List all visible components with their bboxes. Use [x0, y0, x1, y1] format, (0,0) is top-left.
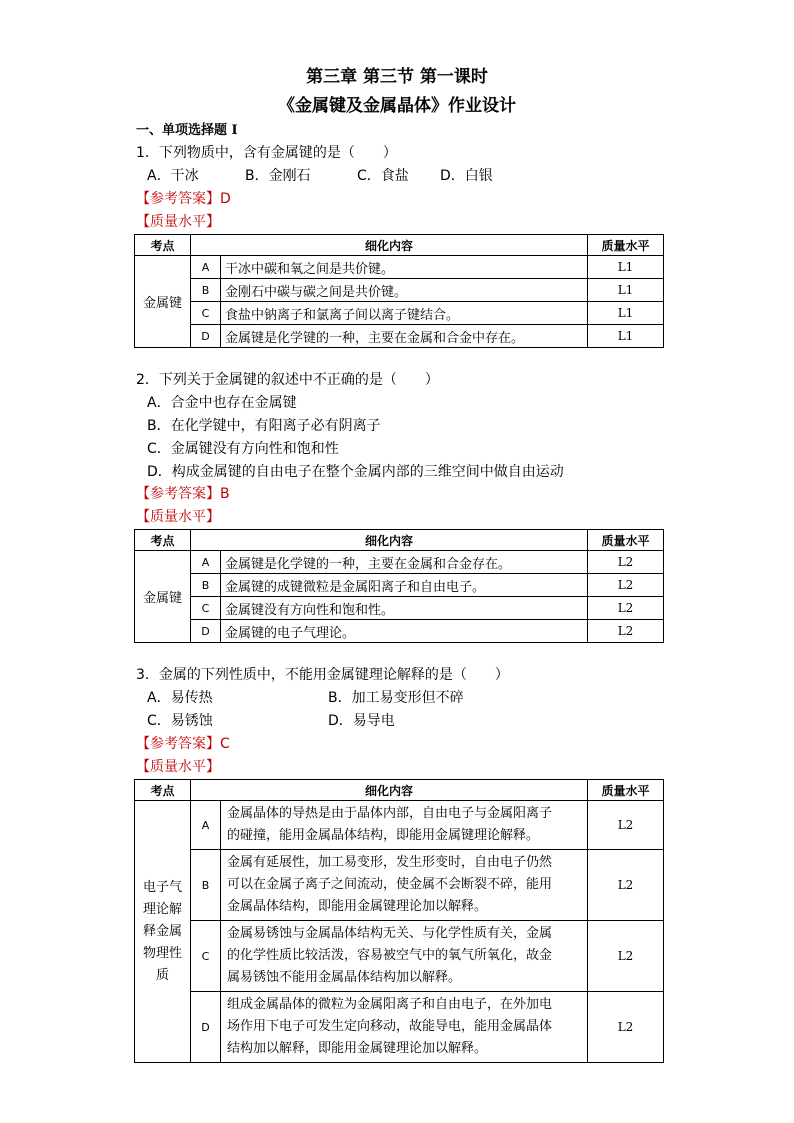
detail-line: 金属有延展性，加工易变形，发生形变时，自由电子仍然 — [227, 855, 553, 870]
table-header-detail: 细化内容 — [191, 235, 588, 256]
row-letter: B — [191, 279, 221, 302]
detail-line: 场作用下电子可发生定向移动，故能导电，能用金属晶体 — [227, 1019, 553, 1034]
row-letter: B — [191, 850, 221, 921]
question-1-answer — [136, 189, 231, 209]
topic-line: 电子气 — [142, 879, 182, 895]
detail-line: 可以在金属子离子之间流动，使金属不会断裂不碎，能用 — [227, 877, 553, 892]
topic-line: 理论解 — [142, 901, 182, 917]
detail-line: 组成金属晶体的微粒为金属阳离子和自由电子，在外加电 — [227, 997, 553, 1012]
topic-line: 质 — [155, 967, 169, 983]
question-2-option-b: B．在化学键中，有阳离子必有阴离子 — [147, 418, 381, 434]
answer-label: 【参考答案】 — [136, 486, 220, 502]
detail-line: 金属晶体结构，即能用金属键理论加以解释。 — [227, 899, 488, 914]
page-title-line2: 《金属键及金属晶体》作业设计 — [278, 96, 516, 116]
table-topic-cell: 金属键 — [135, 551, 191, 643]
row-level: L2 — [588, 620, 664, 643]
table-header-detail: 细化内容 — [191, 530, 588, 551]
table-header-level: 质量水平 — [588, 235, 664, 256]
question-3-table — [134, 779, 664, 1063]
row-letter: A — [191, 551, 221, 574]
section-heading: 一、单项选择题 I — [136, 123, 238, 138]
row-detail: 金属键的电子气理论。 — [221, 620, 588, 643]
row-detail: 金属键没有方向性和饱和性。 — [221, 597, 588, 620]
answer-label: 【参考答案】 — [136, 191, 220, 207]
topic-line: 释金属 — [142, 923, 182, 939]
question-2-answer — [136, 484, 230, 504]
question-1-stem: 1．下列物质中，含有金属键的是（ ） — [136, 145, 397, 161]
table-header-topic: 考点 — [135, 530, 191, 551]
row-detail: 金属键是化学键的一种，主要在金属和合金存在。 — [221, 551, 588, 574]
question-3-option-a: A．易传热 — [147, 690, 213, 706]
question-1-option-a: A．干冰 — [147, 168, 199, 184]
row-level: L2 — [588, 597, 664, 620]
row-level: L2 — [588, 801, 664, 850]
question-3-answer — [136, 734, 230, 754]
question-2-quality-label: 【质量水平】 — [136, 509, 220, 525]
row-detail — [221, 921, 588, 992]
question-1-option-d: D．白银 — [440, 168, 493, 184]
question-3-stem: 3．金属的下列性质中，不能用金属键理论解释的是（ ） — [136, 667, 509, 683]
row-level: L2 — [588, 850, 664, 921]
row-letter: D — [191, 620, 221, 643]
answer-value: C — [220, 736, 230, 752]
table-header-topic: 考点 — [135, 235, 191, 256]
detail-line: 结构加以解释，即能用金属键理论加以解释。 — [227, 1041, 488, 1056]
question-2-option-c: C．金属键没有方向性和饱和性 — [147, 441, 339, 457]
question-1-option-c: C．食盐 — [357, 168, 409, 184]
question-2-table — [134, 529, 664, 643]
row-level: L2 — [588, 551, 664, 574]
question-3-quality-label: 【质量水平】 — [136, 759, 220, 775]
row-detail — [221, 992, 588, 1063]
row-detail: 食盐中钠离子和氯离子间以离子键结合。 — [221, 302, 588, 325]
row-detail: 金刚石中碳与碳之间是共价键。 — [221, 279, 588, 302]
row-level: L2 — [588, 921, 664, 992]
detail-line: 金属易锈蚀与金属晶体结构无关、与化学性质有关，金属 — [227, 926, 553, 941]
row-letter: A — [191, 256, 221, 279]
question-1-quality-label: 【质量水平】 — [136, 214, 220, 230]
detail-line: 金属晶体的导热是由于晶体内部，自由电子与金属阳离子 — [227, 806, 553, 821]
answer-value: B — [220, 486, 230, 502]
table-topic-cell: 金属键 — [135, 256, 191, 348]
table-header-level: 质量水平 — [588, 780, 664, 801]
row-letter: D — [191, 325, 221, 348]
question-1-table — [134, 234, 664, 348]
row-letter: C — [191, 302, 221, 325]
row-detail: 金属键是化学键的一种，主要在金属和合金中存在。 — [221, 325, 588, 348]
question-1-option-b: B．金刚石 — [245, 168, 311, 184]
question-2-option-a: A．合金中也存在金属键 — [147, 395, 297, 411]
detail-line: 属易锈蚀不能用金属晶体结构加以解释。 — [227, 970, 462, 985]
question-2-stem: 2．下列关于金属键的叙述中不正确的是（ ） — [136, 372, 439, 388]
question-3-option-c: C．易锈蚀 — [147, 713, 213, 729]
question-3-option-b: B．加工易变形但不碎 — [328, 690, 464, 706]
page-title-line1: 第三章 第三节 第一课时 — [306, 67, 488, 87]
row-detail: 干冰中碳和氧之间是共价键。 — [221, 256, 588, 279]
row-level: L1 — [588, 279, 664, 302]
table-header-level: 质量水平 — [588, 530, 664, 551]
table-topic-cell — [135, 801, 191, 1063]
answer-value: D — [220, 191, 231, 207]
row-letter: B — [191, 574, 221, 597]
row-letter: C — [191, 921, 221, 992]
table-header-detail: 细化内容 — [191, 780, 588, 801]
topic-line: 物理性 — [142, 945, 182, 961]
row-level: L2 — [588, 574, 664, 597]
row-level: L1 — [588, 302, 664, 325]
row-detail: 金属键的成键微粒是金属阳离子和自由电子。 — [221, 574, 588, 597]
row-letter: C — [191, 597, 221, 620]
table-header-topic: 考点 — [135, 780, 191, 801]
row-letter: A — [191, 801, 221, 850]
answer-label: 【参考答案】 — [136, 736, 220, 752]
question-2-option-d: D．构成金属键的自由电子在整个金属内部的三维空间中做自由运动 — [147, 464, 564, 480]
question-3-option-d: D．易导电 — [328, 713, 395, 729]
row-level: L2 — [588, 992, 664, 1063]
row-level: L1 — [588, 325, 664, 348]
row-level: L1 — [588, 256, 664, 279]
row-detail — [221, 850, 588, 921]
row-letter: D — [191, 992, 221, 1063]
row-detail — [221, 801, 588, 850]
detail-line: 的碰撞，能用金属晶体结构，即能用金属键理论解释。 — [227, 828, 540, 843]
detail-line: 的化学性质比较活泼，容易被空气中的氧气所氧化，故金 — [227, 948, 553, 963]
